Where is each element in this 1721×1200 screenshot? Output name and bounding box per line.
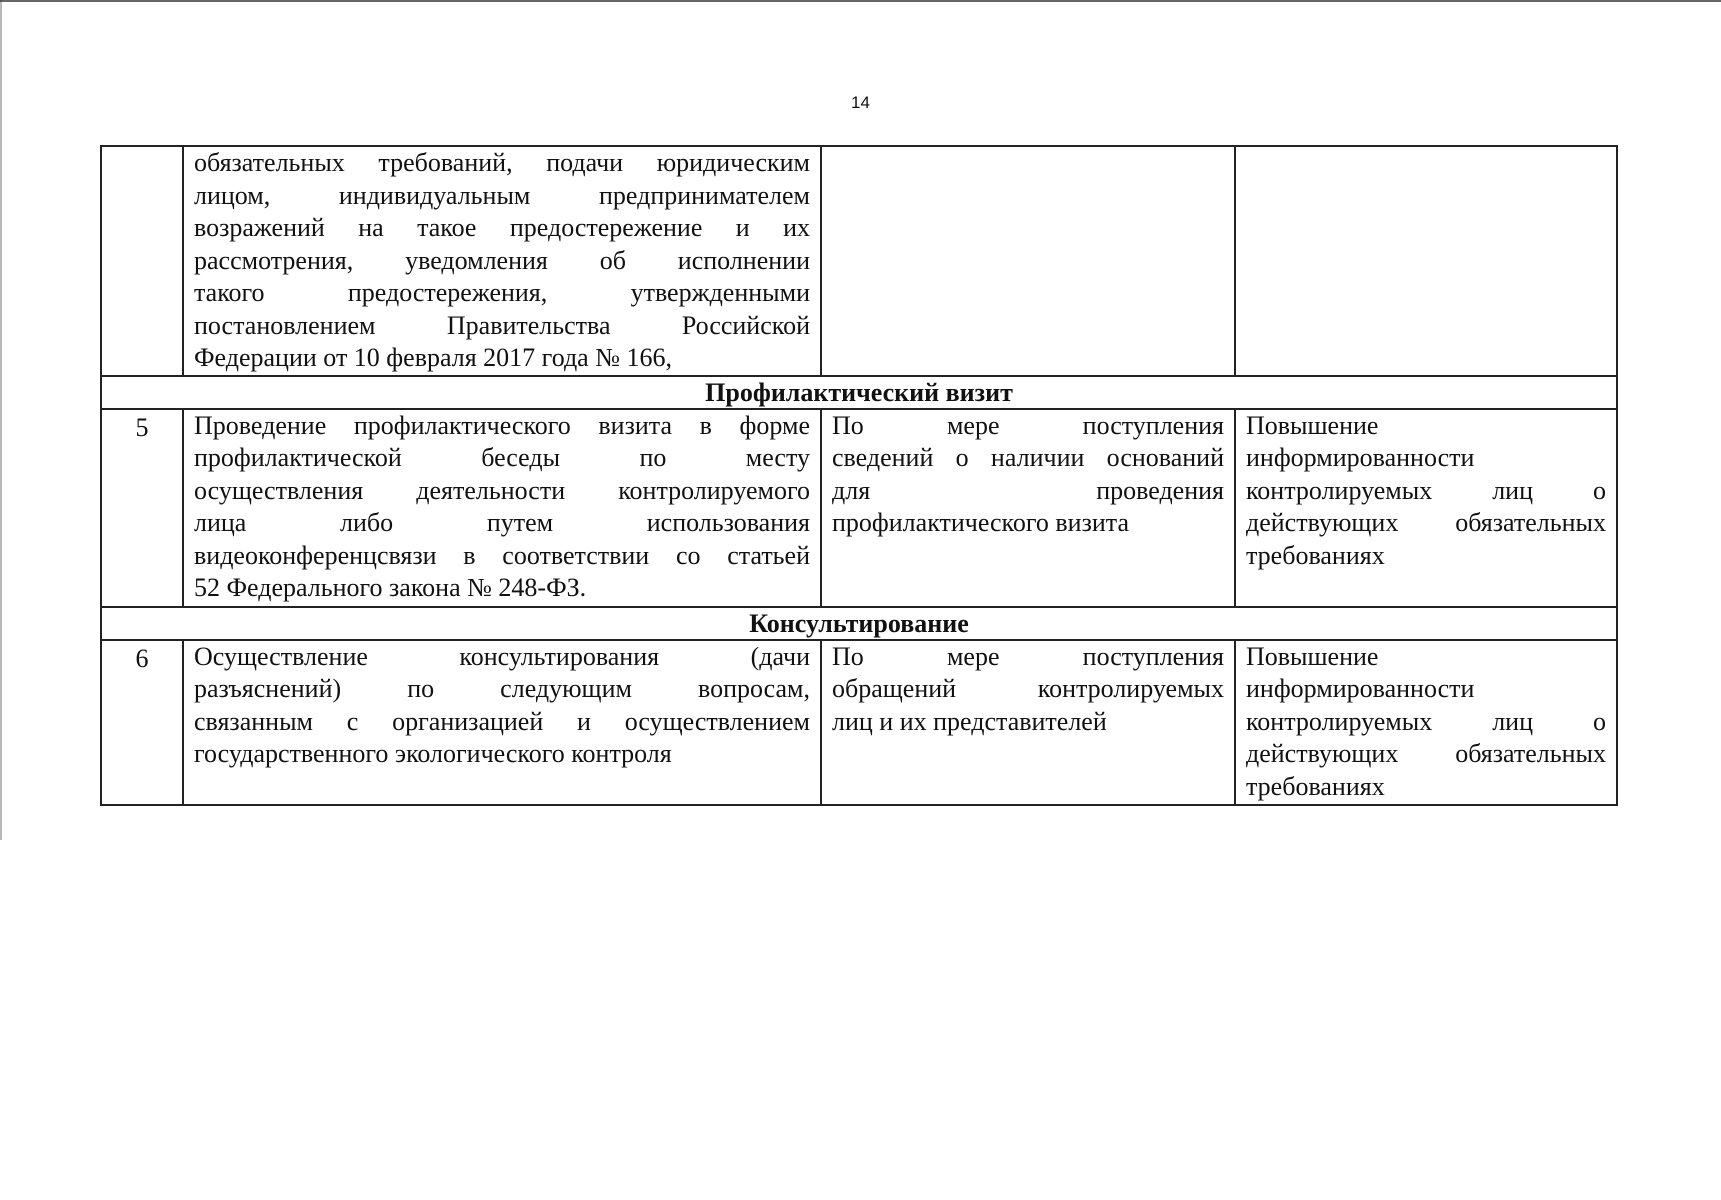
prevention-measures-table [100, 145, 1618, 806]
measure-line: возражений на такое предостережение и их [194, 213, 810, 242]
measure-line: Проведение профилактического визита в форме [194, 410, 810, 440]
measure-line: рассмотрения, уведомления об исполнении [194, 245, 810, 275]
measure-line: осуществления деятельности контролируемого [194, 475, 810, 505]
measure-cell [183, 640, 821, 805]
result-line: требованиях [1246, 540, 1385, 570]
table-row-5 [101, 409, 1617, 607]
measure-line: 52 Федерального закона № 248-ФЗ. [194, 573, 587, 602]
term-line: для проведения [832, 475, 1224, 505]
table-row-6 [101, 640, 1617, 805]
row-number-cell [101, 146, 183, 376]
scan-top-edge [0, 0, 1721, 2]
measure-line: профилактической беседы по месту [194, 443, 810, 472]
measure-line: такого предостережения, утвержденными [194, 278, 810, 307]
measure-line: связанным с организацией и осуществлением [194, 706, 810, 736]
term-line: По мере поступления [832, 641, 1224, 671]
result-cell [1235, 409, 1617, 607]
section-title-consulting: Консультирование [101, 607, 1617, 640]
result-cell [1235, 640, 1617, 805]
measure-line: Осуществление консультирования (дачи [194, 641, 810, 671]
result-line: информированности [1246, 674, 1475, 703]
result-cell [1235, 146, 1617, 376]
result-line: действующих обязательных [1246, 508, 1606, 537]
result-line: действующих обязательных [1246, 739, 1606, 768]
result-line: Повышение [1246, 641, 1379, 671]
measure-line: постановлением Правительства Российской [194, 310, 810, 340]
result-line: требованиях [1246, 771, 1385, 801]
row-number-cell: 6 [101, 640, 183, 805]
scan-left-edge [0, 0, 2, 1200]
measure-line: лицом, индивидуальным предпринимателем [194, 180, 810, 210]
page-number: 14 [851, 93, 870, 112]
row-number-cell: 5 [101, 409, 183, 607]
section-header-row [101, 607, 1617, 640]
term-line: лиц и их представителей [832, 706, 1107, 736]
section-header-row [101, 376, 1617, 409]
result-line: информированности [1246, 443, 1475, 472]
result-line: Повышение [1246, 410, 1379, 440]
measure-line: лица либо путем использования [194, 508, 810, 537]
table-row-continuation [101, 146, 1617, 376]
term-line: обращений контролируемых [832, 674, 1224, 703]
term-cell [821, 146, 1235, 376]
term-line: По мере поступления [832, 410, 1224, 440]
measure-line: государственного экологического контроля [194, 739, 672, 768]
term-line: профилактического визита [832, 508, 1129, 537]
measure-line: обязательных требований, подачи юридическим [194, 148, 810, 177]
section-title-prophylactic-visit: Профилактический визит [101, 376, 1617, 409]
term-cell [821, 640, 1235, 805]
term-line: сведений о наличии оснований [832, 443, 1224, 472]
measure-line: разъяснений) по следующим вопросам, [194, 674, 810, 703]
result-line: контролируемых лиц о [1246, 475, 1606, 505]
measure-cell [183, 409, 821, 607]
measure-cell [183, 146, 821, 376]
term-cell [821, 409, 1235, 607]
result-line: контролируемых лиц о [1246, 706, 1606, 736]
measure-line: видеоконференцсвязи в соответствии со статьей [194, 540, 810, 570]
measure-line: Федерации от 10 февраля 2017 года № 166, [194, 343, 673, 372]
